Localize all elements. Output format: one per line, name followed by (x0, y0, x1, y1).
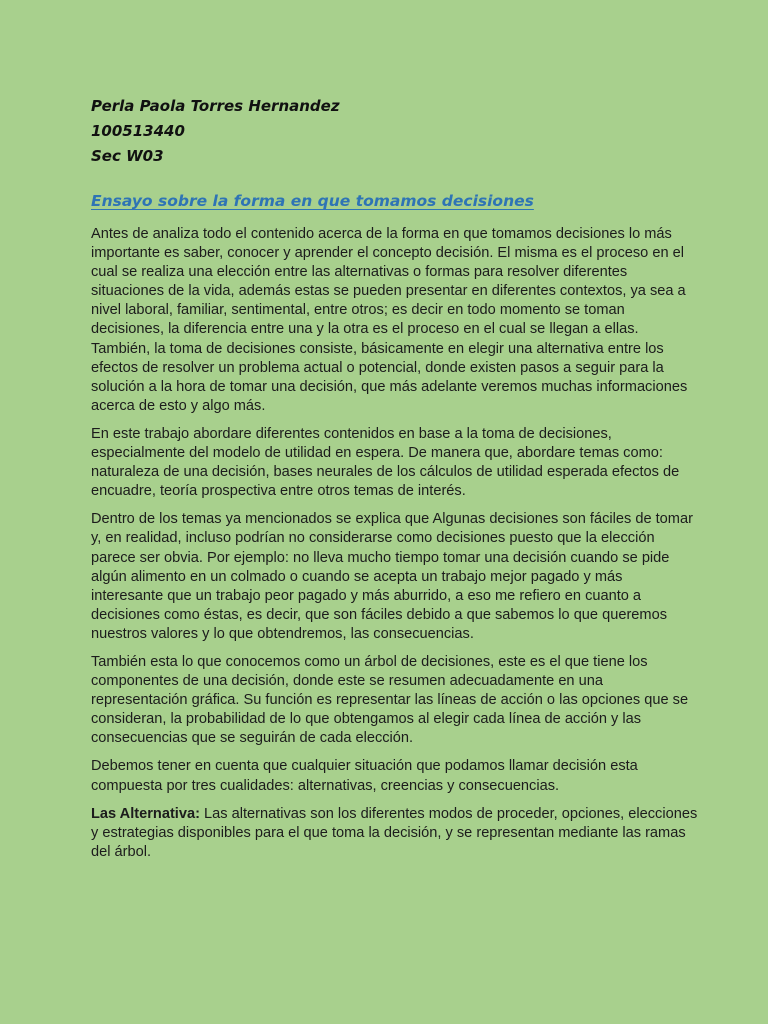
paragraph-6-text: Las alternativas son los diferentes modos de proceder, opciones, elecciones y estrategias disponibles para el que toma la decisión, y se representan mediante las ramas del árbol. (91, 805, 698, 860)
essay-title: Ensayo sobre la forma en que tomamos decisiones (91, 192, 534, 210)
paragraph-4: También esta lo que conocemos como un árbol de decisiones, este es el que tiene los componentes de una decisión, donde este se resumen adecuadamente en una representación gráfica. Su función es representar las líneas de acción o las opciones que se consideran, la probabilidad de lo que obtengamos al elegir cada línea de acción y las consecuencias que se seguirán de cada elección. (91, 653, 689, 747)
paragraph-5: Debemos tener en cuenta que cualquier situación que podamos llamar decisión esta compuesta por tres cualidades: alternativas, creencias y consecuencias. (91, 758, 638, 794)
author-name: Perla Paola Torres Hernandez (91, 97, 340, 115)
paragraph-1: Antes de analiza todo el contenido acerca de la forma en que tomamos decisiones lo más importante es saber, conocer y aprender el concepto decisión. El misma es el proceso en el cual se realiza una elección entre las alternativas o formas para resolver diferentes situaciones de la vida, además estas se pueden presentar en diferentes contextos, ya sea a nivel laboral, familiar, sentimental, entre otros; es decir en todo momento se toman decisiones, la diferencia entre una y la otra es el proceso en el cual se llegan a ellas. También, la toma de decisiones consiste, básicamente en elegir una alternativa entre los efectos de resolver un problema actual o potencial, donde existen pasos a seguir para la solución a la hora de tomar una decisión, que más adelante veremos muchas informaciones acerca de esto y algo más. (91, 226, 688, 414)
paragraph-6 (91, 805, 698, 862)
paragraph-2: En este trabajo abordare diferentes contenidos en base a la toma de decisiones, especialmente del modelo de utilidad en espera. De manera que, abordare temas como: naturaleza de una decisión, bases neurales de los cálculos de utilidad esperada efectos de encuadre, teoría prospectiva entre otros temas de interés. (91, 425, 680, 500)
student-id: 100513440 (91, 122, 185, 140)
paragraph-6-bold-lead: Las Alternativa: (91, 805, 200, 822)
paragraph-3: Dentro de los temas ya mencionados se explica que Algunas decisiones son fáciles de tomar y, en realidad, incluso podrían no considerarse como decisiones puesto que la elección parece ser obvia. Por ejemplo: no lleva mucho tiempo tomar una decisión cuando se pide algún alimento en un colmado o cuando se acepta un trabajo mejor pagado y más interesante que un trabajo peor pagado y más aburrido, a eso me refiero en cuanto a decisiones como éstas, es decir, que son fáciles debido a que sabemos lo que queremos nuestros valores y lo que obtendremos, las consecuencias. (91, 511, 693, 642)
section-label: Sec W03 (91, 147, 164, 165)
